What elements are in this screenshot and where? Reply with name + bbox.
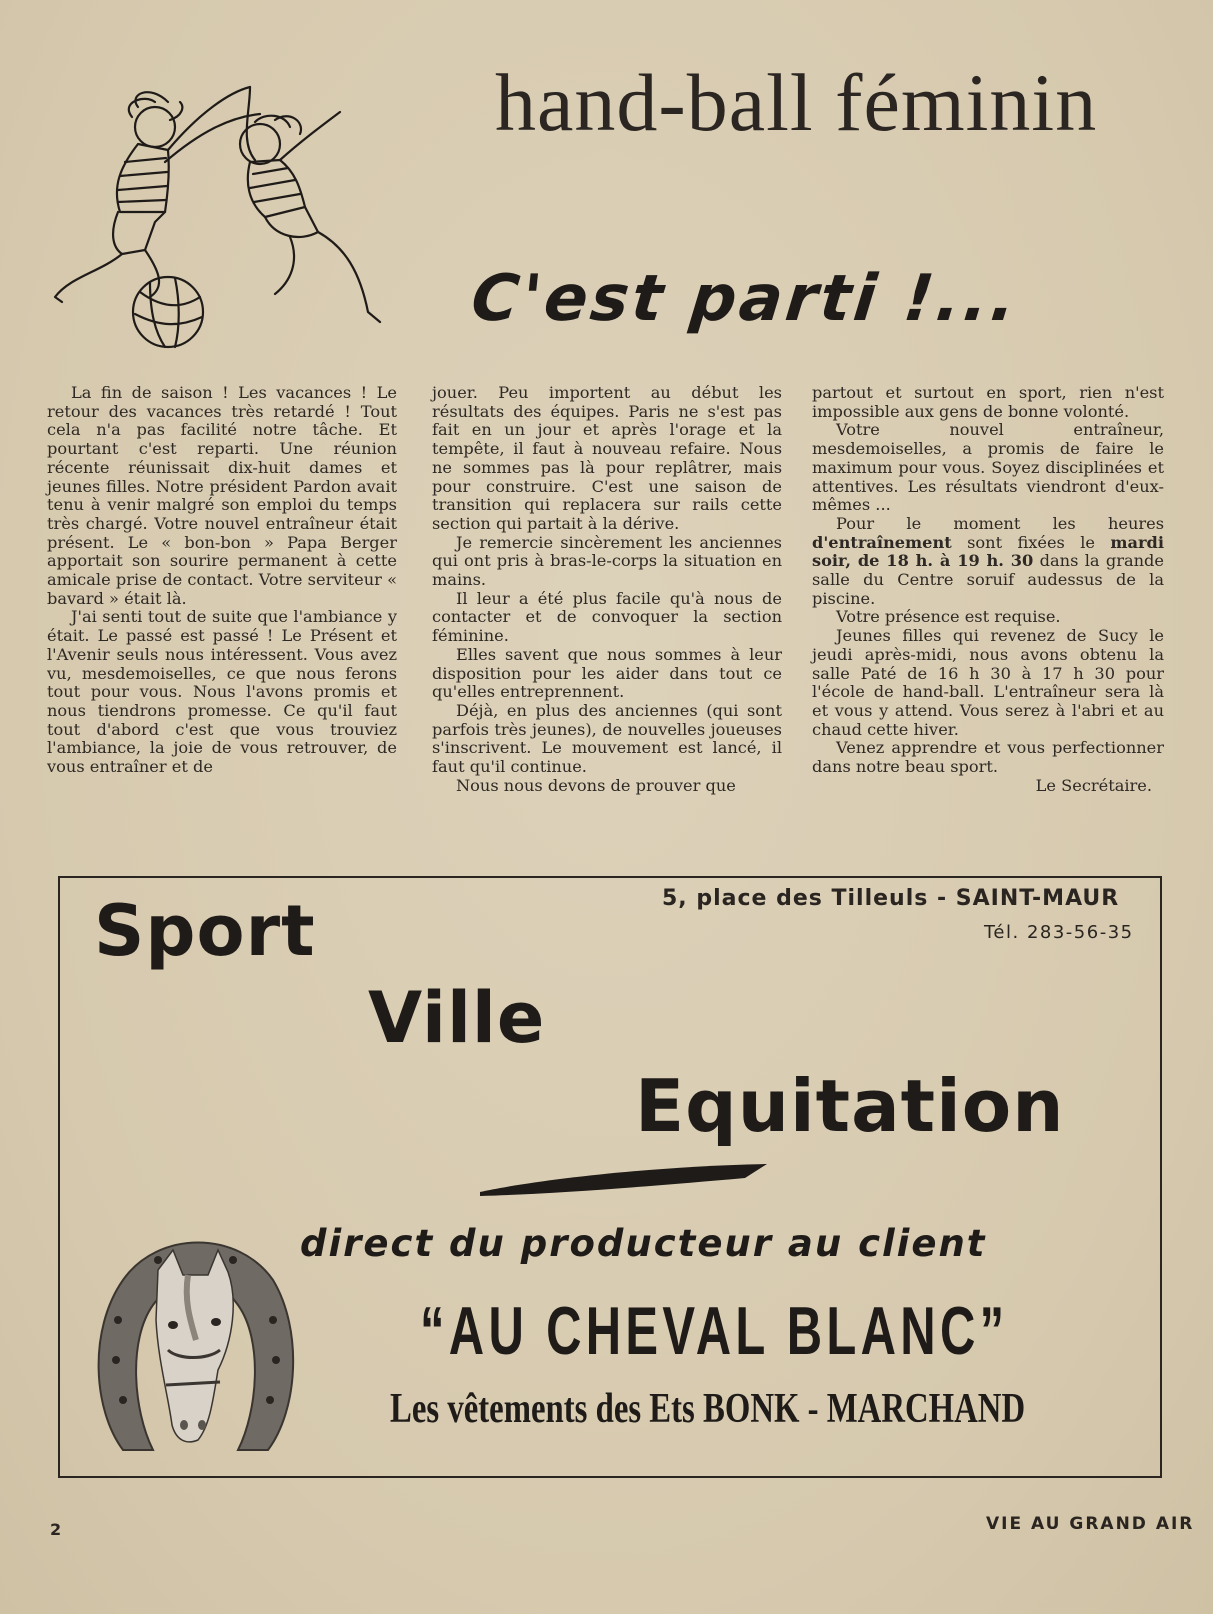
paragraph: Il leur a été plus facile qu'à nous de contacter et de convoquer la section féminine. — [432, 588, 782, 646]
paragraph: partout et surtout en sport, rien n'est impossible aux gens de bonne volonté. — [812, 383, 1164, 421]
ad-word-ville: Ville — [368, 977, 546, 1059]
paragraph: jouer. Peu importent au début les résultats des équipes. Paris ne s'est pas fait en un jour et après l'orage et la tempête, il faut à nouveau refaire. Nous ne sommes pas là pour replâtrer, mais pour construire. C'est une saison de transition qui replacera sur rails cette section qui partait à la dérive. — [432, 383, 782, 533]
horse-horseshoe-icon — [88, 1210, 303, 1480]
training-schedule-paragraph — [812, 515, 1164, 609]
ad-phone: Tél. 283-56-35 — [984, 922, 1134, 943]
ad-address: 5, place des Tilleuls - SAINT-MAUR — [662, 886, 1120, 911]
paragraph: J'ai senti tout de suite que l'ambiance y était. Le passé est passé ! Le Présent et l'Avenir seuls nous intéressent. Vous avez vu, mesdemoiselles, ce que nous ferons tout pour vous. Nous l'avons promis et nous tiendrons promesse. Ce qu'il faut tout d'abord c'est que vous trouviez l'ambiance, la joie de vous retrouver, de vous entraîner et de — [47, 607, 397, 777]
training-text-middle: sont fixées le — [951, 532, 1111, 552]
ad-brands: Les vêtements des Ets BONK - MARCHAND — [390, 1386, 1026, 1432]
paragraph: Votre nouvel entraîneur, mesdemoiselles, a promis de faire le maximum pour vous. Soyez disciplinées et attentives. Les résultats viendront d'eux-mêmes ... — [812, 420, 1164, 515]
swoosh-graphic — [475, 1160, 770, 1200]
training-text-after: dans la grande salle du Centre soruif audessus de la piscine. — [812, 551, 1164, 608]
training-bold-1: d'entraînement — [812, 532, 952, 552]
paragraph: Déjà, en plus des anciennes (qui sont parfois très jeunes), de nouvelles joueuses s'inscrivent. Le mouvement est lancé, il faut qu'il continue. — [432, 700, 782, 777]
handball-players-illustration — [50, 72, 390, 352]
paragraph: Elles savent que nous sommes à leur disposition pour les aider dans tout ce qu'elles entreprennent. — [432, 644, 782, 702]
page-number: 2 — [50, 1520, 62, 1539]
article-subheadline: C'est parti !... — [468, 262, 1023, 336]
paragraph: Nous nous devons de prouver que — [456, 775, 736, 795]
paragraph: Votre présence est requise. — [836, 607, 1061, 627]
paragraph: Je remercie sincèrement les anciennes qui ont pris à bras-le-corps la situation en mains. — [432, 532, 782, 590]
paragraph: Venez apprendre et vous perfectionner dans notre beau sport. — [812, 738, 1164, 777]
ad-store-name: “AU CHEVAL BLANC” — [420, 1293, 1009, 1369]
ad-word-equitation: Equitation — [635, 1064, 1065, 1148]
paragraph: Jeunes filles qui revenez de Sucy le jeudi après-midi, nous avons obtenu la salle Paté de 16 h 30 à 17 h 30 pour l'école de hand-ball. L'entraîneur sera là et vous y attend. Vous serez à l'abri et au chaud cette hiver. — [812, 626, 1164, 739]
article-headline: hand-ball féminin — [495, 57, 1098, 148]
training-bold-2: mardi soir, de 18 h. à 19 h. 30 — [812, 532, 1164, 571]
signature: Le Secrétaire. — [1035, 775, 1152, 795]
ad-tagline: direct du producteur au client — [300, 1222, 987, 1265]
ad-word-sport: Sport — [94, 890, 316, 972]
paragraph: La fin de saison ! Les vacances ! Le retour des vacances très retardé ! Tout cela n'a pas facilité notre tâche. Et pourtant c'est reparti. Une réunion récente réunissait dix-huit dames et jeunes filles. Notre président Pardon avait tenu à venir malgré son emploi du temps très chargé. Votre nouvel entraîneur était présent. Le « bon-bon » Papa Berger apportait son sourire permanent à cette amicale prise de contact. Votre serviteur « bavard » était là. — [47, 383, 397, 608]
article-column-1 — [47, 384, 397, 777]
training-text-before: Pour le moment les heures — [836, 513, 1164, 533]
article-column-3 — [812, 384, 1164, 795]
article-column-2 — [432, 384, 782, 795]
magazine-name: VIE AU GRAND AIR — [986, 1514, 1195, 1534]
